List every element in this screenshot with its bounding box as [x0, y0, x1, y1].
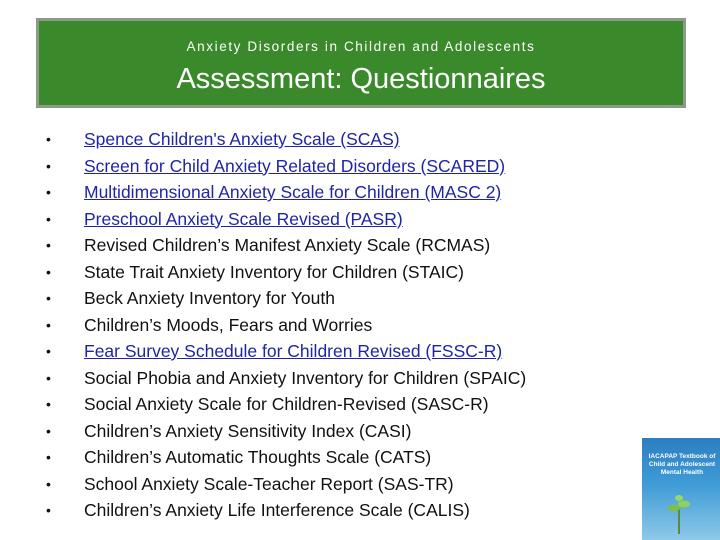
- questionnaire-label: Social Anxiety Scale for Children-Revised (SASC-R): [84, 394, 489, 414]
- header-banner: [36, 18, 686, 108]
- questionnaire-label: Beck Anxiety Inventory for Youth: [84, 288, 335, 308]
- questionnaire-link[interactable]: Preschool Anxiety Scale Revised (PASR): [84, 208, 403, 229]
- bullet-icon: •: [46, 449, 51, 465]
- bullet-icon: •: [46, 157, 51, 174]
- bullet-icon: •: [46, 475, 51, 492]
- bullet-icon: •: [46, 422, 51, 439]
- bullet-icon: •: [46, 316, 51, 333]
- book-cover-image: [642, 438, 720, 540]
- questionnaire-label: School Anxiety Scale-Teacher Report (SAS-TR): [84, 473, 454, 494]
- questionnaire-label: Children’s Moods, Fears and Worries: [84, 314, 373, 335]
- questionnaire-link[interactable]: Spence Children's Anxiety Scale (SCAS): [84, 129, 400, 149]
- questionnaire-label: State Trait Anxiety Inventory for Children (STAIC): [84, 261, 464, 282]
- questionnaire-label: Social Phobia and Anxiety Inventory for Children (SPAIC): [84, 367, 527, 388]
- bullet-icon: •: [46, 131, 51, 147]
- bullet-icon: •: [46, 290, 51, 306]
- bullet-icon: •: [46, 237, 51, 253]
- bullet-icon: •: [46, 210, 51, 227]
- plant-sprout-icon: [668, 494, 690, 534]
- slide-title: Assessment: Questionnaires: [176, 63, 546, 95]
- presentation-subtitle: Anxiety Disorders in Children and Adolescents: [186, 39, 536, 54]
- questionnaire-label: Children’s Anxiety Sensitivity Index (CASI): [84, 420, 412, 441]
- questionnaire-label: Children’s Automatic Thoughts Scale (CATS): [84, 447, 432, 467]
- book-title: IACAPAP Textbook of Child and Adolescent Mental Health: [648, 453, 716, 476]
- bullet-icon: •: [46, 396, 51, 412]
- questionnaire-link[interactable]: Fear Survey Schedule for Children Revised (FSSC-R): [84, 341, 503, 361]
- bullet-icon: •: [46, 369, 51, 386]
- questionnaire-label: Children’s Anxiety Life Interference Scale (CALIS): [84, 500, 470, 520]
- bullet-icon: •: [46, 263, 51, 280]
- bullet-icon: •: [46, 184, 51, 200]
- bullet-icon: •: [46, 343, 51, 359]
- bullet-icon: •: [46, 502, 51, 518]
- questionnaire-link[interactable]: Screen for Child Anxiety Related Disorders (SCARED): [84, 155, 506, 176]
- questionnaire-link[interactable]: Multidimensional Anxiety Scale for Children (MASC 2): [84, 182, 502, 202]
- questionnaire-label: Revised Children’s Manifest Anxiety Scale (RCMAS): [84, 235, 491, 255]
